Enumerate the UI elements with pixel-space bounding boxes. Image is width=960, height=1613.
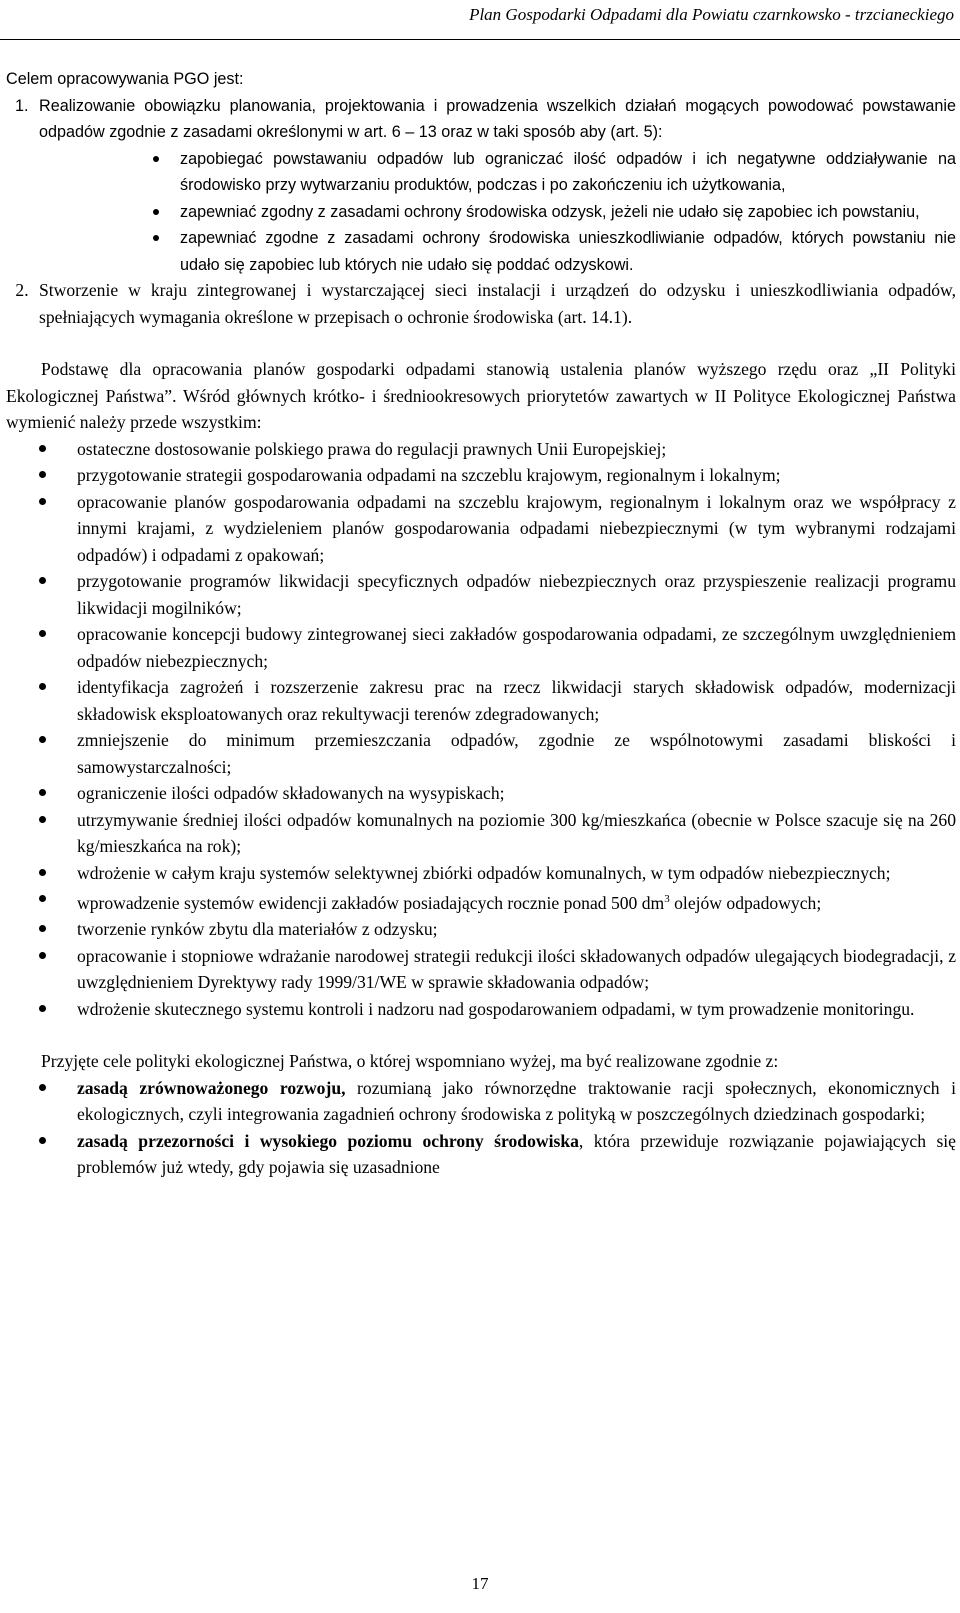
goal-item-2: 2. Stworzenie w kraju zintegrowanej i wystarczającej sieci instalacji i urządzeń do odzysku i unieszkodliwiania odpadów, spełniających wymagania określone w przepisach o ochronie środowiska (art. 14.1). bbox=[33, 277, 956, 330]
priority-item: zmniejszenie do minimum przemieszczania odpadów, zgodnie ze wspólnotowymi zasadami bliskości i samowystarczalności; bbox=[6, 727, 956, 780]
principle-name: zasadą przezorności i wysokiego poziomu ochrony środowiska bbox=[77, 1130, 579, 1151]
priority-item: wdrożenie skutecznego systemu kontroli i nadzoru nad gospodarowaniem odpadami, w tym prowadzenie monitoringu. bbox=[6, 996, 956, 1023]
goal-1-subitem: zapobiegać powstawaniu odpadów lub ograniczać ilość odpadów i ich negatywne oddziaływanie na środowisko przy wytwarzaniu produktów, podczas i po zakończeniu ich użytkowania, bbox=[39, 146, 956, 199]
goal-item-1 bbox=[33, 93, 956, 279]
priority-item: tworzenie rynków zbytu dla materiałów z odzysku; bbox=[6, 916, 956, 943]
priority-item-oils bbox=[6, 886, 956, 916]
goal-1-subitem: zapewniać zgodne z zasadami ochrony środowiska unieszkodliwianie odpadów, których powstaniu nie udało się zapobiec lub których nie udało się poddać odzyskowi. bbox=[39, 225, 956, 278]
goal-1-subitem: zapewniać zgodny z zasadami ochrony środowiska odzysk, jeżeli nie udało się zapobiec ich powstaniu, bbox=[39, 199, 956, 226]
principles-paragraph: Przyjęte cele polityki ekologicznej Państwa, o której wspomniano wyżej, ma być realizowane zgodnie z: bbox=[41, 1051, 779, 1072]
policy-priorities-list bbox=[6, 436, 956, 1023]
principle-text: , która przewiduje rozwiązanie pojawiających się problemów już wtedy, gdy pojawia się uzasadnione bbox=[77, 1130, 956, 1178]
principles-list bbox=[6, 1075, 956, 1181]
priority-item: identyfikacja zagrożeń i rozszerzenie zakresu prac na rzecz likwidacji starych składowisk odpadów, modernizacji składowisk eksploatowanych oraz rekultywacji terenów zdegradowanych; bbox=[6, 674, 956, 727]
priority-item: przygotowanie strategii gospodarowania odpadami na szczeblu krajowym, regionalnym i lokalnym; bbox=[6, 462, 956, 489]
priority-item: ostateczne dostosowanie polskiego prawa do regulacji prawnych Unii Europejskiej; bbox=[6, 436, 956, 463]
principle-text: rozumianą jako równorzędne traktowanie racji społecznych, ekonomicznych i ekologicznych, czyli integrowania zagadnień ochrony środowiska z polityką w poszczególnych dziedzinach gospodarki; bbox=[77, 1077, 956, 1125]
priority-item: wdrożenie w całym kraju systemów selektywnej zbiórki odpadów komunalnych, w tym odpadów niebezpiecznych; bbox=[6, 860, 956, 887]
goals-title: Celem opracowywania PGO jest: bbox=[6, 70, 244, 88]
goal-1-text: Realizowanie obowiązku planowania, projektowania i prowadzenia wszelkich działań mogących powodować powstawanie odpadów zgodnie z zasadami określonymi w art. 6 – 13 oraz w taki sposób aby (art. 5): bbox=[39, 96, 956, 141]
spacer bbox=[6, 1022, 956, 1048]
oils-text-before: wprowadzenie systemów ewidencji zakładów posiadających rocznie ponad 500 dm bbox=[77, 892, 665, 913]
goal-1-sublist bbox=[39, 146, 956, 279]
priority-item: opracowanie planów gospodarowania odpadami na szczeblu krajowym, regionalnym i lokalnym oraz we współpracy z innymi krajami, z wydzieleniem planów gospodarowania odpadami niebezpiecznymi (w tym wybranymi rodzajami odpadów) i odpadami z opakowań; bbox=[6, 489, 956, 569]
priority-item: utrzymywanie średniej ilości odpadów komunalnych na poziomie 300 kg/mieszkańca (obecnie w Polsce szacuje się na 260 kg/mieszkańca na rok); bbox=[6, 807, 956, 860]
page-content bbox=[6, 66, 956, 1181]
goals-section bbox=[6, 66, 956, 278]
spacer bbox=[6, 330, 956, 356]
policy-paragraph: Podstawę dla opracowania planów gospodarki odpadami stanowią ustalenia planów wyższego rzędu oraz „II Polityki Ekologicznej Państwa”. Wśród głównych krótko- i średniookresowych priorytetów zawartych w II Polityce Ekologicznej Państwa wymienić należy przede wszystkim: bbox=[6, 359, 956, 432]
page-number: 17 bbox=[471, 1574, 489, 1593]
principle-name: zasadą zrównoważonego rozwoju, bbox=[77, 1077, 346, 1098]
principle-item bbox=[6, 1075, 956, 1128]
priority-item: opracowanie koncepcji budowy zintegrowanej sieci zakładów gospodarowania odpadami, ze szczególnym uwzględnieniem odpadów niebezpiecznych; bbox=[6, 621, 956, 674]
page-header bbox=[0, 0, 960, 40]
principle-item bbox=[6, 1128, 956, 1181]
priority-item: ograniczenie ilości odpadów składowanych na wysypiskach; bbox=[6, 780, 956, 807]
goals-list bbox=[6, 93, 956, 279]
priority-item: przygotowanie programów likwidacji specyficznych odpadów niebezpiecznych oraz przyspieszenie realizacji programu likwidacji mogilników; bbox=[6, 568, 956, 621]
goals-list-continued bbox=[6, 277, 956, 330]
priority-item: opracowanie i stopniowe wdrażanie narodowej strategii redukcji ilości składowanych odpadów ulegających biodegradacji, z uwzględnieniem Dyrektywy rady 1999/31/WE w sprawie składowania odpadów; bbox=[6, 943, 956, 996]
oils-superscript: 3 bbox=[664, 893, 670, 905]
oils-text-after: olejów odpadowych; bbox=[669, 892, 822, 913]
header-title: Plan Gospodarki Odpadami dla Powiatu czarnkowsko - trzcianeckiego bbox=[469, 5, 954, 24]
